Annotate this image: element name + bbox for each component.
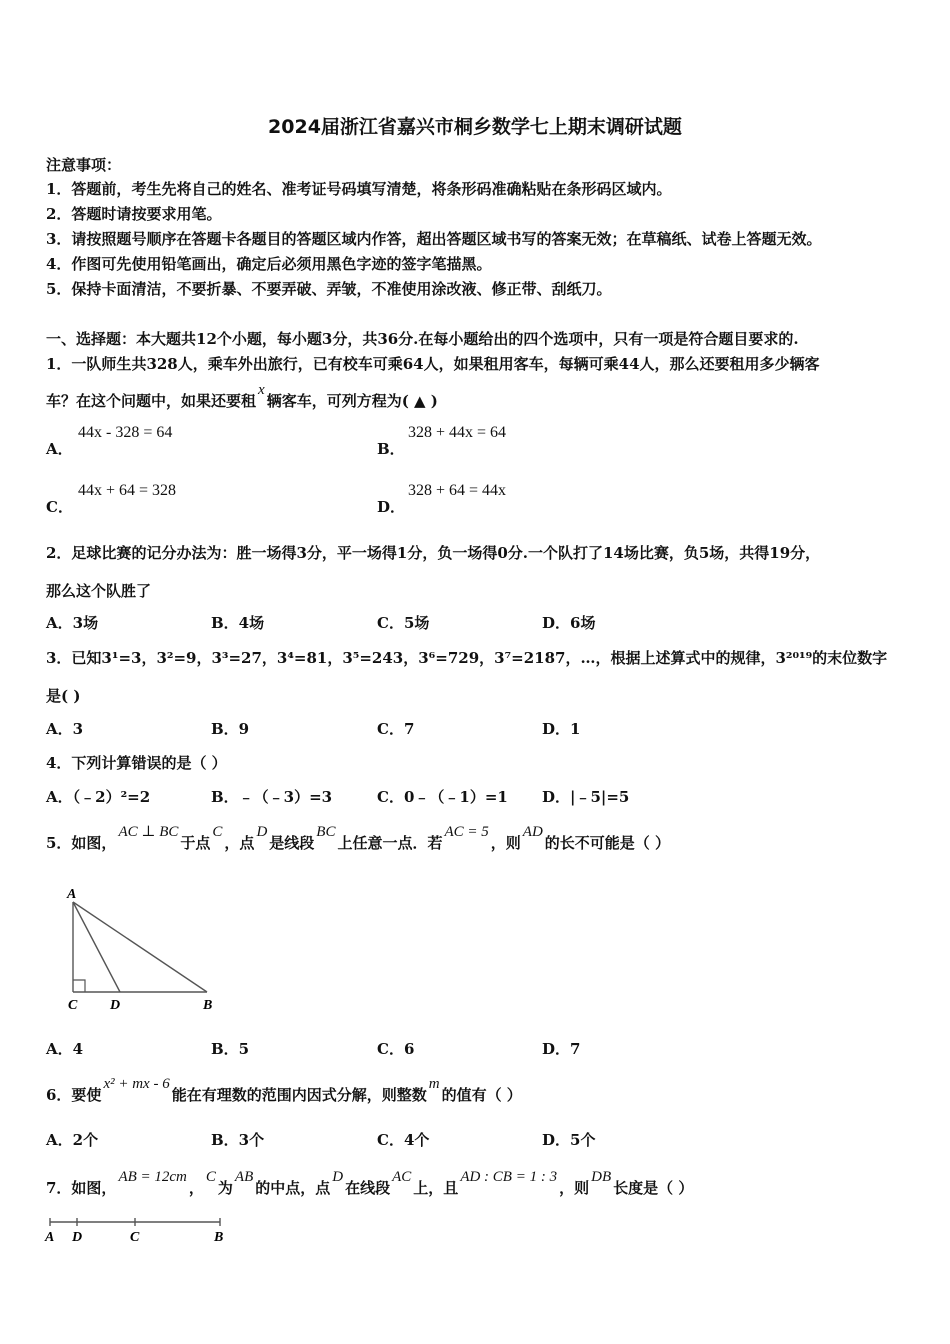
note-item-4: 4．作图可先使用铅笔画出，确定后必须用黑色字迹的签字笔描黑。 (46, 255, 492, 273)
q7-text-7: ，则 (559, 1179, 590, 1197)
q7-text-2: ， (188, 1179, 204, 1197)
q5-text-1: 5．如图， (46, 834, 117, 852)
q7-math-ratio: AD : CB = 1 : 3 (460, 1169, 558, 1185)
q5-triangle-figure (55, 880, 235, 1020)
q5-text-2: 于点 (180, 834, 211, 852)
q7-text-3: 为 (217, 1179, 233, 1197)
q5-text-5: 上任意一点．若 (337, 834, 443, 852)
q7-text-8: 长度是（ ） (613, 1179, 694, 1197)
q5-label-c: C (68, 998, 78, 1013)
q4-stem: 4．下列计算错误的是（ ） (46, 754, 227, 772)
q3-stem-line2: 是( ) (46, 687, 81, 705)
q1-option-d-label: D． (377, 498, 406, 516)
q6-option-b: B．3个 (211, 1131, 265, 1149)
q7-math-c: C (205, 1169, 216, 1185)
q6-option-d: D．5个 (542, 1131, 596, 1149)
q7-math-ac: AC (392, 1169, 412, 1185)
q1-option-b-equation: 328 + 44x = 64 (408, 424, 507, 441)
q7-label-b: B (214, 1230, 224, 1245)
q6-text-1: 6．要使 (46, 1086, 102, 1104)
q5-text-6: ，则 (490, 834, 521, 852)
q5-text-4: 是线段 (269, 834, 315, 852)
q7-text-4: 的中点，点 (255, 1179, 331, 1197)
q3-option-c: C．7 (377, 720, 415, 738)
q1-stem-line1: 1．一队师生共328人，乘车外出旅行，已有校车可乘64人，如果租用客车，每辆可乘44人，那么还要租用多少辆客 (46, 355, 820, 373)
q7-math-d: D (332, 1169, 344, 1185)
q5-label-b: B (203, 998, 213, 1013)
q1-stem-text-b: 辆客车，可列方程为( ▲ ) (266, 392, 438, 410)
q2-stem-line1: 2．足球比赛的记分办法为：胜一场得3分，平一场得1分，负一场得0分.一个队打了14场比赛，负5场，共得19分， (46, 544, 821, 562)
q6-text-3: 的值有（ ） (441, 1086, 522, 1104)
q4-option-b: B．﹣（﹣3）=3 (211, 788, 333, 806)
q7-label-d: D (72, 1230, 83, 1245)
q3-option-b: B．9 (211, 720, 250, 738)
q2-stem-line2: 那么这个队胜了 (46, 582, 152, 600)
q4-option-c: C．0﹣（﹣1）=1 (377, 788, 508, 806)
q5-stem (46, 824, 671, 853)
note-item-5: 5．保持卡面清洁，不要折暴、不要弄破、弄皱，不准使用涂改液、修正带、刮纸刀。 (46, 280, 612, 298)
note-item-2: 2．答题时请按要求用笔。 (46, 205, 222, 223)
q5-right-angle-mark (73, 980, 85, 992)
q2-option-b: B．4场 (211, 614, 265, 632)
q5-text-3: ，点 (224, 834, 255, 852)
q7-text-1: 7．如图， (46, 1179, 117, 1197)
q5-math-c: C (212, 824, 223, 840)
q1-option-d-equation: 328 + 64 = 44x (408, 482, 507, 499)
q2-option-d: D．6场 (542, 614, 596, 632)
q5-option-b: B．5 (211, 1040, 250, 1058)
q5-math-d: D (256, 824, 268, 840)
q5-math-ac-perp-bc: AC ⊥ BC (118, 824, 179, 840)
q5-math-ad: AD (522, 824, 543, 840)
q5-segment-ad (73, 902, 120, 992)
q2-option-c: C．5场 (377, 614, 430, 632)
q6-option-a: A．2个 (46, 1131, 99, 1149)
q6-math-m: m (428, 1076, 440, 1092)
q5-math-bc: BC (316, 824, 336, 840)
q5-label-d: D (110, 998, 121, 1013)
note-item-1: 1．答题前，考生先将自己的姓名、准考证号码填写清楚，将条形码准确粘贴在条形码区域内。 (46, 180, 672, 198)
q1-option-a-label: A． (46, 440, 73, 458)
q7-math-db: DB (591, 1169, 612, 1185)
q1-stem-line2 (46, 382, 438, 411)
q6-text-2: 能在有理数的范围内因式分解，则整数 (171, 1086, 427, 1104)
q5-option-c: C．6 (377, 1040, 415, 1058)
q6-stem (46, 1076, 522, 1105)
q5-text-7: 的长不可能是（ ） (544, 834, 671, 852)
q6-option-c: C．4个 (377, 1131, 430, 1149)
q1-option-b-label: B． (377, 440, 405, 458)
q1-option-a-equation: 44x - 328 = 64 (78, 424, 173, 441)
q4-option-d: D．|﹣5|=5 (542, 788, 630, 806)
q3-option-d: D．1 (542, 720, 581, 738)
q4-option-a: A．（﹣2）²=2 (46, 788, 151, 806)
q7-label-a: A (45, 1230, 55, 1245)
q5-math-ac-5: AC = 5 (444, 824, 489, 840)
q7-stem (46, 1169, 694, 1198)
q5-option-d: D．7 (542, 1040, 581, 1058)
q7-text-6: 上，且 (413, 1179, 459, 1197)
q6-math-polynomial: x² + mx - 6 (103, 1076, 170, 1092)
q7-segment-figure (40, 1212, 240, 1248)
page-title: 2024届浙江省嘉兴市桐乡数学七上期末调研试题 (268, 116, 682, 138)
note-item-3: 3．请按照题号顺序在答题卡各题目的答题区域内作答，超出答题区域书写的答案无效；在草稿纸、试卷上答题无效。 (46, 230, 822, 248)
notes-heading: 注意事项： (46, 156, 122, 174)
q1-var-x: x (258, 382, 265, 398)
q1-stem-text-a: 车？在这个问题中，如果还要租 (46, 392, 257, 410)
q3-option-a: A．3 (46, 720, 84, 738)
q7-text-5: 在线段 (345, 1179, 391, 1197)
q1-option-c-label: C． (46, 498, 73, 516)
q5-segment-ab (73, 902, 207, 992)
q5-label-a: A (67, 887, 77, 902)
section-heading: 一、选择题：本大题共12个小题，每小题3分，共36分.在每小题给出的四个选项中，只有一项是符合题目要求的. (46, 330, 799, 348)
q7-math-ab-12cm: AB = 12cm (118, 1169, 187, 1185)
q7-label-c: C (130, 1230, 140, 1245)
q7-math-ab: AB (234, 1169, 254, 1185)
q2-option-a: A．3场 (46, 614, 99, 632)
q1-option-c-equation: 44x + 64 = 328 (78, 482, 177, 499)
q3-stem-line1: 3．已知3¹=3，3²=9，3³=27，3⁴=81，3⁵=243，3⁶=729，3⁷=2187，…，根据上述算式中的规律，3²⁰¹⁹的末位数字 (46, 649, 888, 667)
q5-option-a: A．4 (46, 1040, 84, 1058)
